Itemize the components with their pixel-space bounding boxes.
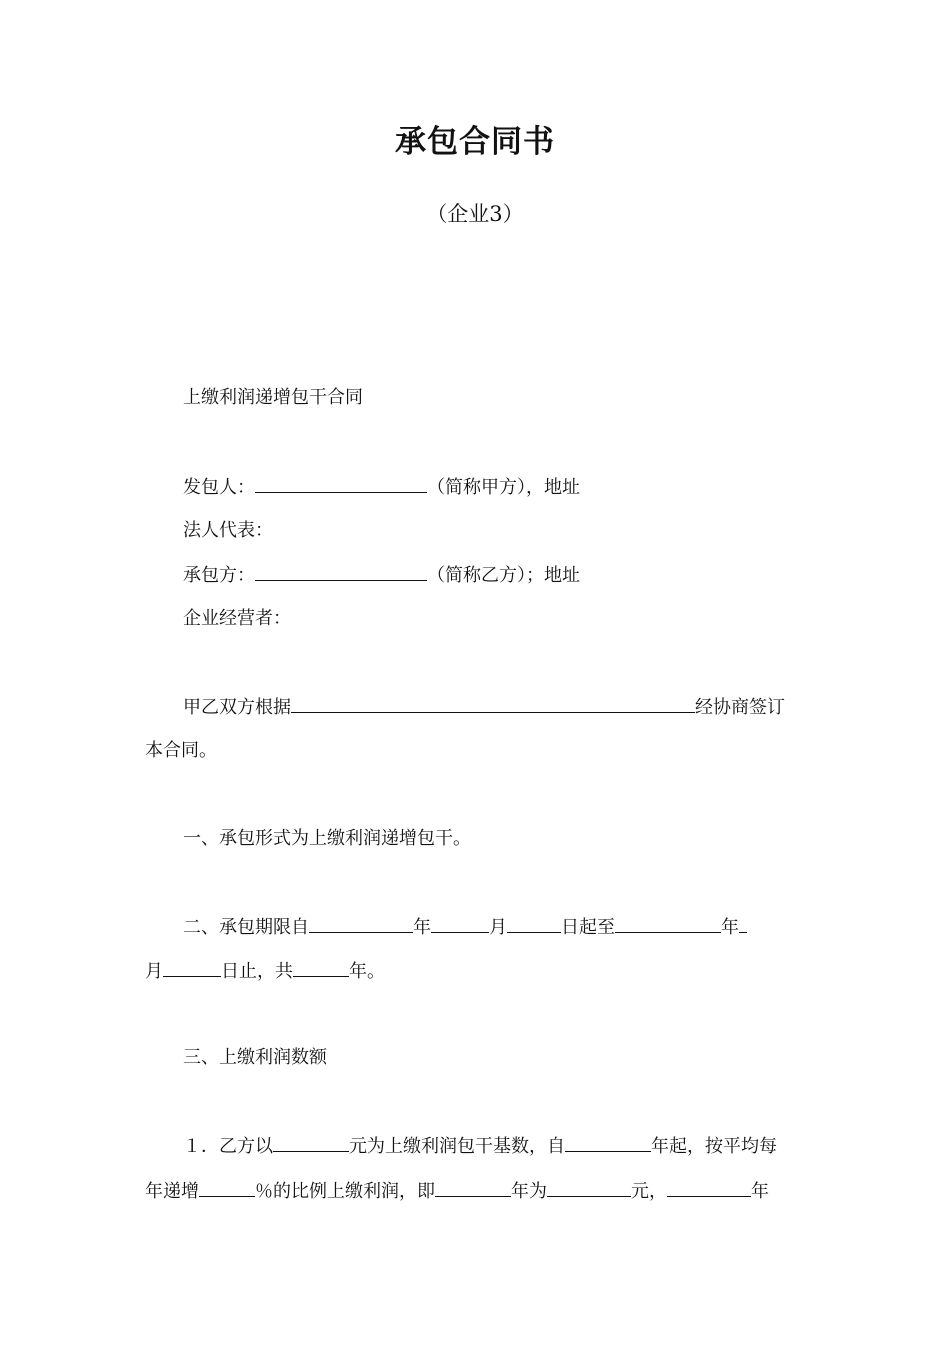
preamble-suffix: 经协商签订 <box>695 697 785 718</box>
base-text: 元为上缴利润包干基数，自 <box>349 1136 565 1157</box>
end-year-blank[interactable] <box>615 914 721 933</box>
start-month-blank[interactable] <box>431 914 489 933</box>
item-1-line-1 <box>183 1133 777 1160</box>
day-to-label: 日止，共 <box>221 961 293 982</box>
employer-label: 发包人： <box>183 477 255 498</box>
start-day-blank[interactable] <box>507 914 561 933</box>
base-amount-blank[interactable] <box>273 1133 349 1152</box>
operator-label: 企业经营者： <box>183 608 291 629</box>
contractor-line <box>183 562 580 589</box>
end-day-blank[interactable] <box>163 958 221 977</box>
start-year-item-blank[interactable] <box>565 1133 651 1152</box>
clause-2-line-1 <box>183 914 747 941</box>
clause-1: 一、承包形式为上缴利润递增包干。 <box>183 828 471 849</box>
year-for-text: 年为 <box>511 1181 547 1202</box>
yuan-text: 元， <box>631 1181 667 1202</box>
legal-rep-label: 法人代表： <box>183 520 273 541</box>
employer-suffix: （简称甲方），地址 <box>427 477 580 498</box>
day-from-label: 日起至 <box>561 917 615 938</box>
preamble-prefix: 甲乙双方根据 <box>183 697 291 718</box>
clause-3-heading: 三、上缴利润数额 <box>183 1047 327 1068</box>
start-text: 年起，按平均每 <box>651 1136 777 1157</box>
item-1-prefix: １．乙方以 <box>183 1136 273 1157</box>
percent-text: ％的比例上缴利润，即 <box>255 1181 435 1202</box>
preamble-line-1 <box>183 694 785 721</box>
employer-name-blank[interactable] <box>255 474 427 493</box>
year-blank[interactable] <box>435 1178 511 1197</box>
clause-2-line-2 <box>145 958 385 985</box>
clause-2-prefix: 二、承包期限自 <box>183 917 309 938</box>
years-end-label: 年。 <box>349 961 385 982</box>
month2-label: 月 <box>145 961 163 982</box>
start-year-blank[interactable] <box>309 914 413 933</box>
amount-blank[interactable] <box>547 1178 631 1197</box>
document-subtitle: （企业3） <box>426 202 524 226</box>
year-end-text: 年 <box>751 1181 769 1202</box>
employer-line <box>183 474 580 501</box>
contractor-label: 承包方： <box>183 565 255 586</box>
increase-prefix: 年递增 <box>145 1181 199 1202</box>
contract-name: 上缴利润递增包干合同 <box>183 387 363 408</box>
year2-label: 年 <box>721 917 739 938</box>
month-label: 月 <box>489 917 507 938</box>
basis-blank[interactable] <box>291 694 695 713</box>
document-title: 承包合同书 <box>395 124 555 160</box>
contractor-suffix: （简称乙方）；地址 <box>427 565 580 586</box>
next-year-blank[interactable] <box>667 1178 751 1197</box>
item-1-line-2 <box>145 1178 769 1205</box>
preamble-line-2: 本合同。 <box>145 740 217 761</box>
year-label: 年 <box>413 917 431 938</box>
contractor-name-blank[interactable] <box>255 562 427 581</box>
percent-blank[interactable] <box>199 1178 255 1197</box>
end-month-blank-part[interactable] <box>739 914 747 933</box>
total-years-blank[interactable] <box>293 958 349 977</box>
